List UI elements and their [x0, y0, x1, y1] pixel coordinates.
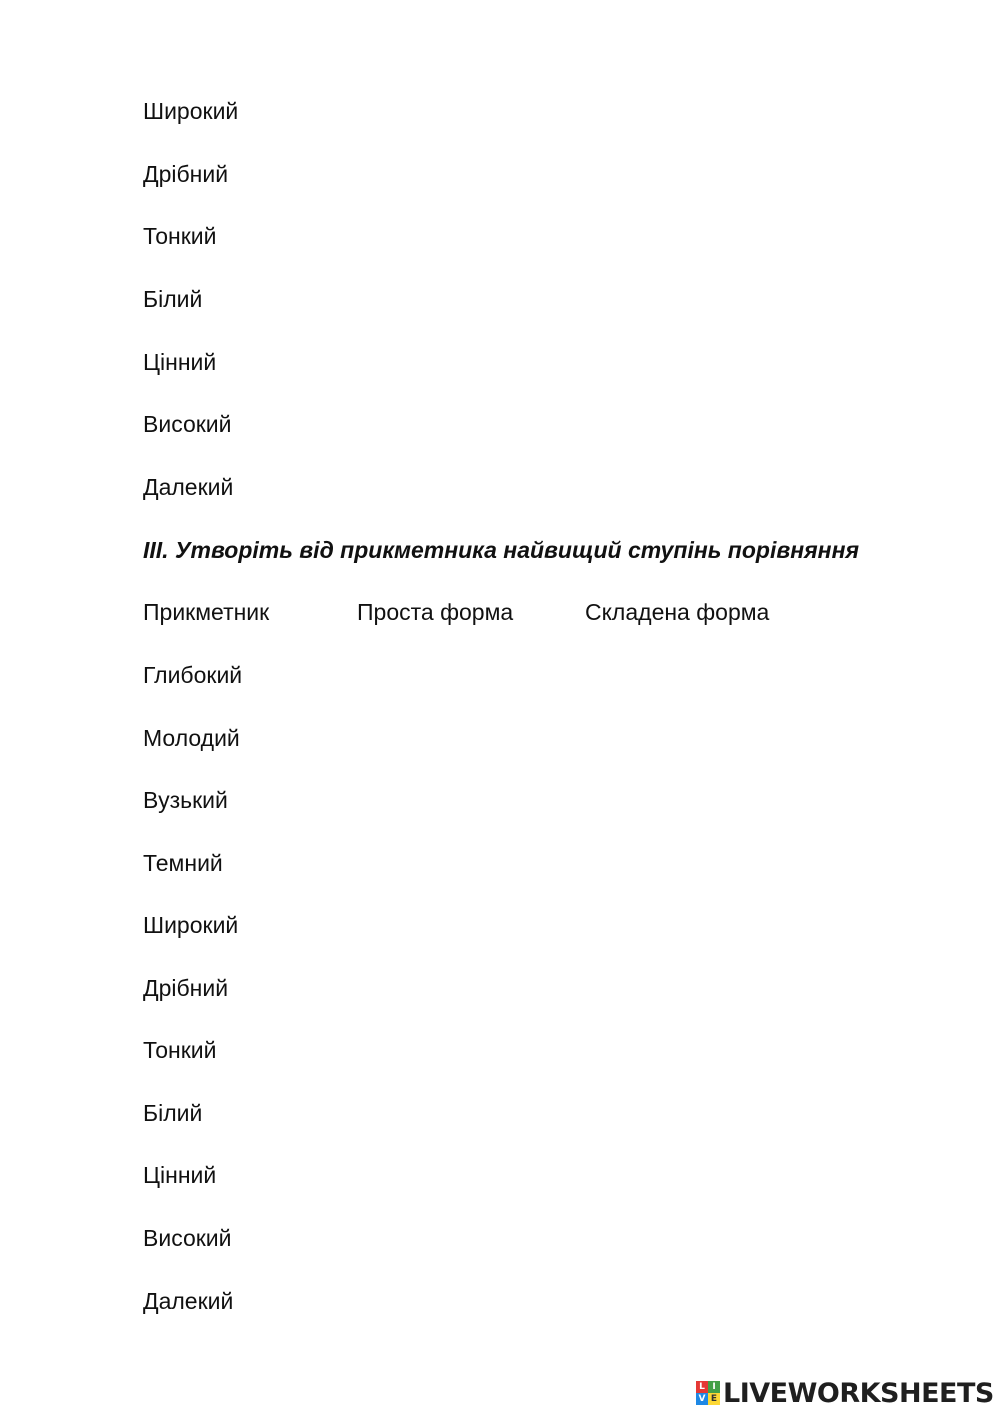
- column-header-compound-form: Складена форма: [585, 599, 770, 625]
- adjective-item: Високий: [143, 411, 232, 437]
- adjective-item: Білий: [143, 286, 203, 312]
- adjective-item: Тонкий: [143, 223, 217, 249]
- adjective-item: Дрібний: [143, 161, 229, 187]
- adjective-item: Глибокий: [143, 662, 243, 688]
- adjective-item: Далекий: [143, 1288, 234, 1314]
- logo-text: LIVEWORKSHEETS: [723, 1377, 994, 1409]
- adjective-item: Дрібний: [143, 975, 229, 1001]
- adjective-item: Білий: [143, 1100, 203, 1126]
- logo-mark-tile: E: [708, 1393, 720, 1405]
- adjective-item: Тонкий: [143, 1037, 217, 1063]
- section-heading: ІІІ. Утворіть від прикметника найвищий ступінь порівняння: [143, 537, 859, 563]
- liveworksheets-logo: [696, 1378, 994, 1408]
- logo-mark-tile: L: [696, 1381, 708, 1393]
- liveworksheets-logo-icon: [696, 1381, 720, 1405]
- adjective-item: Цінний: [143, 1162, 217, 1188]
- adjective-item: Високий: [143, 1225, 232, 1251]
- column-header-simple-form: Проста форма: [357, 599, 514, 625]
- adjective-item: Широкий: [143, 912, 239, 938]
- adjective-item: Вузький: [143, 787, 228, 813]
- adjective-item: Широкий: [143, 98, 239, 124]
- column-header-adjective: Прикметник: [143, 599, 270, 625]
- adjective-item: Темний: [143, 850, 223, 876]
- logo-mark-tile: V: [696, 1393, 708, 1405]
- adjective-item: Молодий: [143, 725, 240, 751]
- adjective-item: Далекий: [143, 474, 234, 500]
- adjective-item: Цінний: [143, 349, 217, 375]
- logo-mark-tile: I: [708, 1381, 720, 1393]
